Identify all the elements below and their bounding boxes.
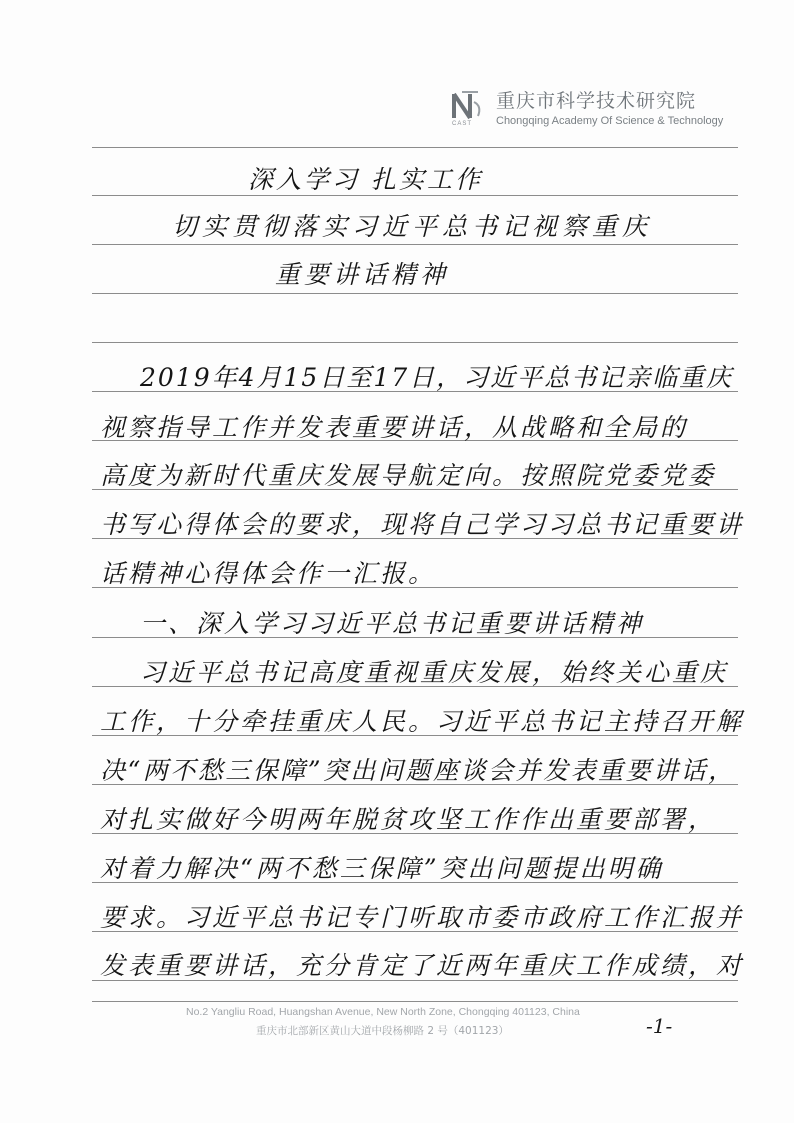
ruled-line	[92, 342, 738, 343]
letterhead	[448, 86, 748, 132]
title-line-1: 深入学习 扎实工作	[248, 165, 483, 194]
ruled-line	[92, 244, 738, 245]
ruled-line	[92, 293, 738, 294]
footer-address-cn: 重庆市北部新区黄山大道中段杨柳路 2 号（401123）	[256, 1025, 509, 1037]
body-line: 话精神心得体会作一汇报。	[100, 559, 437, 588]
body-line: 视察指导工作并发表重要讲话，从战略和全局的	[100, 413, 689, 442]
body-line: 高度为新时代重庆发展导航定向。按照院党委党委	[100, 461, 717, 490]
body-line: 工作，十分牵挂重庆人民。习近平总书记主持召开解	[100, 707, 745, 736]
org-name-en: Chongqing Academy Of Science & Technology	[496, 115, 724, 127]
body-line: 决“两不愁三保障”突出问题座谈会并发表重要讲话，	[100, 756, 736, 785]
body-line: 要求。习近平总书记专门听取市委市政府工作汇报并	[100, 903, 745, 932]
cast-logo-icon	[448, 88, 492, 132]
section-heading: 一、深入学习习近平总书记重要讲话精神	[140, 609, 645, 638]
title-line-2: 切实贯彻落实习近平总书记视察重庆	[172, 212, 653, 241]
body-line: 书写心得体会的要求，现将自己学习习总书记重要讲	[100, 510, 745, 539]
ruled-line	[92, 147, 738, 148]
body-line: 对着力解决“两不愁三保障”突出问题提出明确	[100, 854, 664, 883]
body-line: 发表重要讲话，充分肯定了近两年重庆工作成绩，对	[100, 951, 745, 980]
body-line: 习近平总书记高度重视重庆发展，始终关心重庆	[140, 658, 729, 687]
footer-address-en: No.2 Yangliu Road, Huangshan Avenue, New North Zone, Chongqing 401123, China	[186, 1006, 580, 1018]
logo-text: CAST	[452, 121, 473, 127]
org-name-cn: 重庆市科学技术研究院	[496, 90, 697, 112]
title-line-3: 重要讲话精神	[275, 260, 450, 289]
body-line: 2019年4月15日至17日，习近平总书记亲临重庆	[140, 363, 734, 392]
ruled-line	[92, 1001, 738, 1002]
page-number: -1-	[646, 1014, 673, 1038]
body-line: 对扎实做好今明两年脱贫攻坚工作作出重要部署，	[100, 805, 717, 834]
